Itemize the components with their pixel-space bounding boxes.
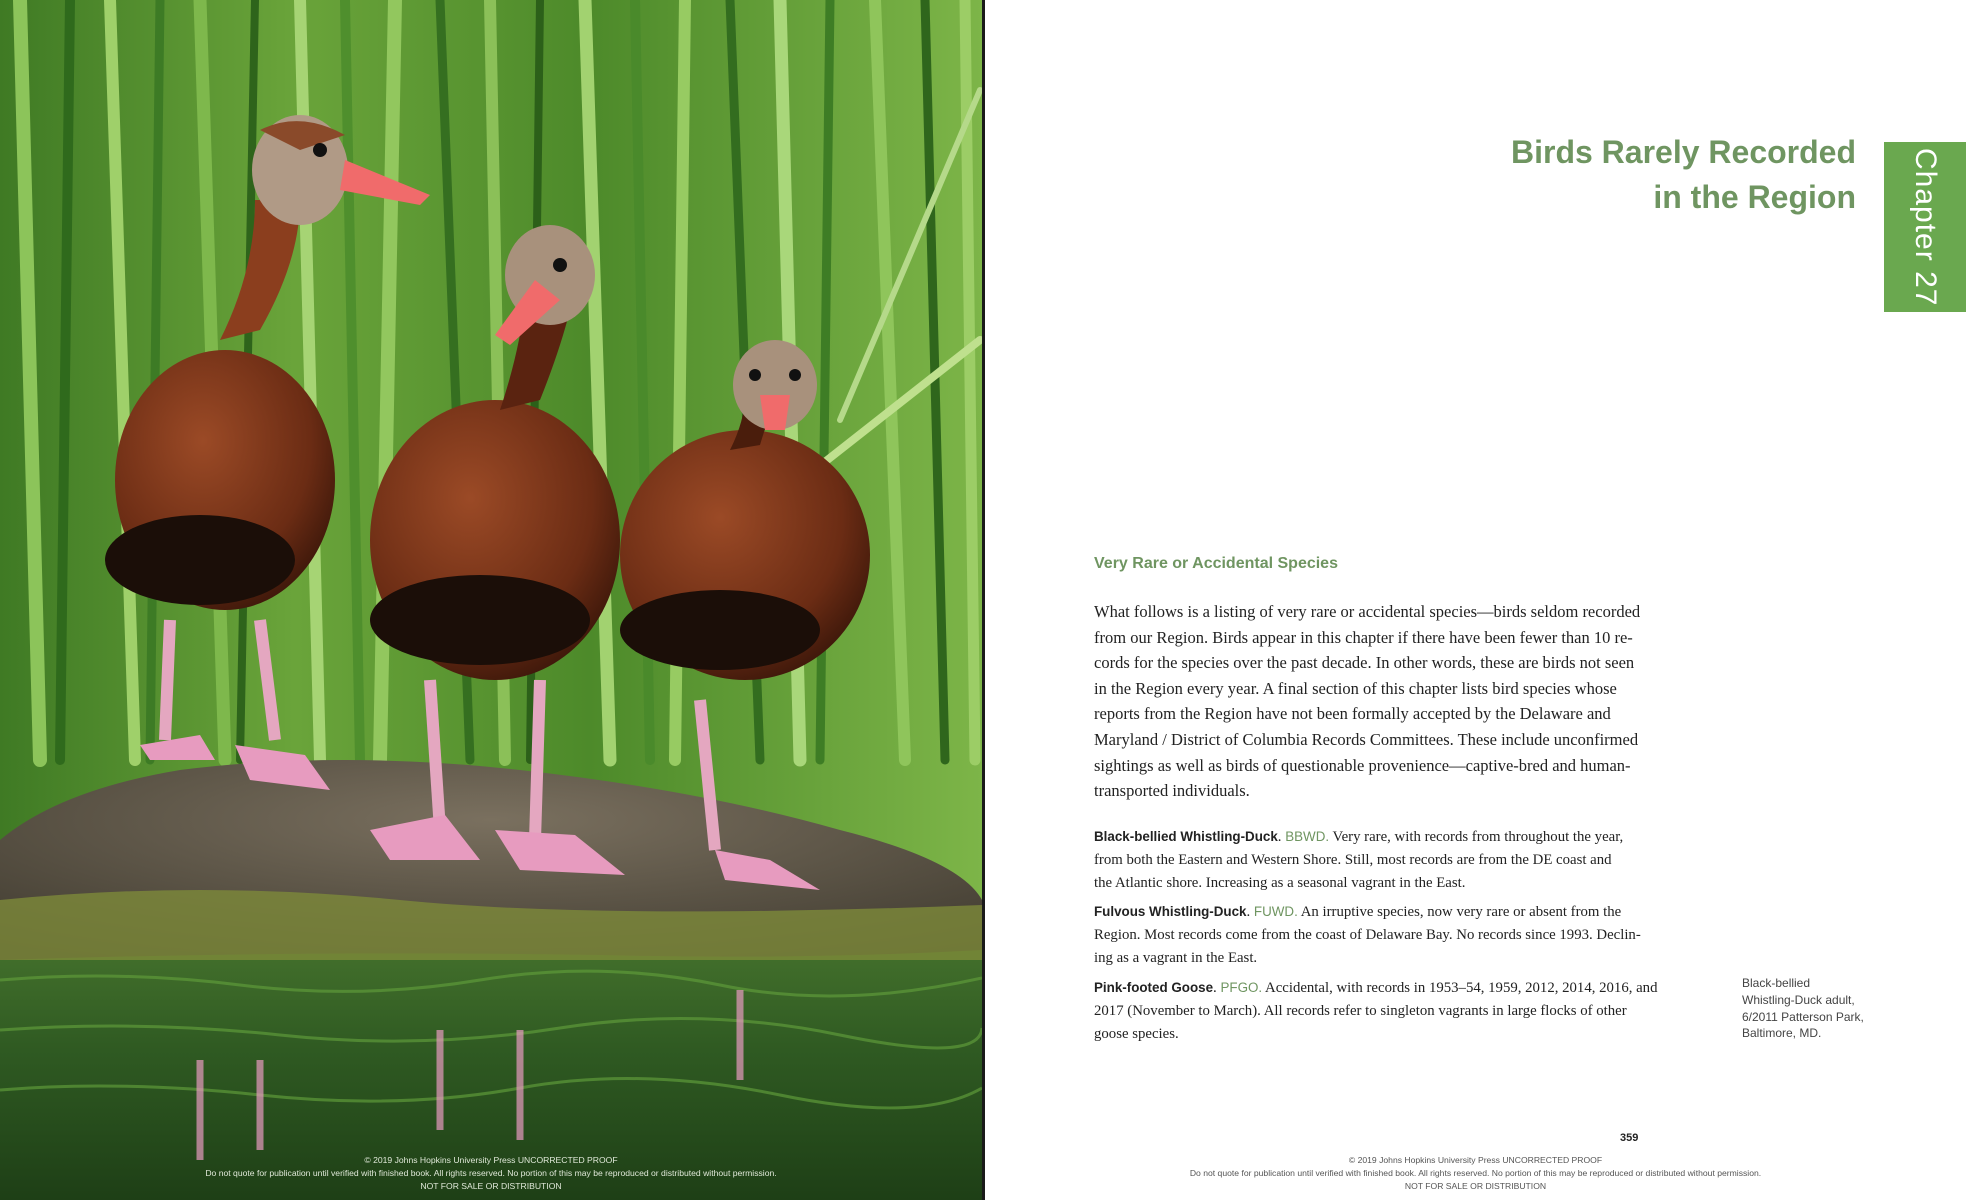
chapter-title-line1: Birds Rarely Recorded (1510, 134, 1856, 170)
chapter-title (1511, 130, 1856, 220)
intro-line: What follows is a listing of very rare or accidental species—birds seldom recorded (1094, 602, 1641, 621)
intro-line: transported individuals. (1094, 781, 1250, 801)
species-entry-line (1094, 826, 1654, 849)
species-text: Region. Most records come from the coast of Delaware Bay. No records since 1993. Declin- (1094, 926, 1641, 943)
species-entry (1094, 977, 1658, 1045)
proof-notice-line2: Do not quote for publication until verified with finished book. All rights reserved. No portion of this may be reproduced or distributed without permission. (1189, 1168, 1762, 1178)
photo-caption (1742, 975, 1864, 1042)
intro-line: from our Region. Birds appear in this chapter if there have been fewer than 10 re- (1094, 627, 1633, 647)
page-gutter (982, 0, 985, 1200)
species-name: Black-bellied Whistling-Duck (1094, 829, 1278, 844)
species-text: 2017 (November to March). All records refer to singleton vagrants in large flocks of other (1094, 1002, 1627, 1019)
species-code: BBWD. (1285, 829, 1330, 844)
caption-line: Black-bellied (1742, 976, 1811, 990)
duck-photo (0, 0, 982, 1200)
species-entry-line (1094, 901, 1654, 924)
caption-line: 6/2011 Patterson Park, (1742, 1009, 1864, 1024)
species-name-separator: . (1277, 829, 1286, 845)
species-entry-line (1094, 977, 1658, 1000)
proof-notice-line2: Do not quote for publication until verified with finished book. All rights reserved. No portion of this may be reproduced or distributed without permission. (205, 1168, 777, 1178)
species-name: Fulvous Whistling-Duck (1094, 904, 1247, 919)
species-text: goose species. (1094, 1025, 1179, 1042)
page-number: 359 (1620, 1132, 1639, 1144)
species-text: the Atlantic shore. Increasing as a seasonal vagrant in the East. (1094, 874, 1466, 891)
intro-line: Maryland / District of Columbia Records Committees. These include unconfirmed (1094, 729, 1639, 749)
species-name-separator: . (1246, 904, 1254, 920)
species-code: FUWD. (1253, 904, 1298, 919)
species-name: Pink-footed Goose (1094, 980, 1214, 995)
proof-notice-line3: NOT FOR SALE OR DISTRIBUTION (1404, 1181, 1547, 1191)
intro-line: cords for the species over the past decade. In other words, these are birds not seen (1094, 653, 1635, 673)
proof-notice-line1: © 2019 Johns Hopkins University Press UNCORRECTED PROOF (1348, 1155, 1603, 1165)
species-text: Accidental, with records in 1953–54, 1959, 2012, 2014, 2016, and (1265, 980, 1658, 996)
chapter-tab-label: Chapter 27 (1909, 147, 1942, 307)
proof-notice-line3: NOT FOR SALE OR DISTRIBUTION (420, 1181, 562, 1191)
duck-photo-illustration (0, 0, 982, 1200)
proof-notice-right (985, 1154, 1966, 1193)
chapter-title-line2: in the Region (1653, 179, 1856, 215)
proof-notice-left (0, 1154, 982, 1193)
species-text: Very rare, with records from throughout the year, (1332, 829, 1624, 845)
intro-line: sightings as well as birds of questionable provenience—captive-bred and human- (1094, 755, 1631, 775)
species-entry (1094, 901, 1654, 969)
caption-line: Baltimore, MD. (1742, 1026, 1822, 1041)
species-entry (1094, 826, 1654, 894)
species-text: An irruptive species, now very rare or absent from the (1300, 904, 1622, 920)
species-code: PFGO. (1220, 980, 1263, 995)
intro-line: reports from the Region have not been formally accepted by the Delaware and (1094, 704, 1611, 724)
caption-line: Whistling-Duck adult, (1742, 992, 1855, 1007)
proof-notice-line1: © 2019 Johns Hopkins University Press UNCORRECTED PROOF (364, 1155, 618, 1165)
species-text: ing as a vagrant in the East. (1094, 949, 1258, 966)
intro-paragraph (1094, 599, 1654, 804)
species-name-separator: . (1213, 980, 1221, 996)
intro-line: in the Region every year. A final section of this chapter lists bird species whose (1094, 678, 1617, 698)
species-text: from both the Eastern and Western Shore. Still, most records are from the DE coast and (1094, 851, 1612, 868)
section-heading: Very Rare or Accidental Species (1094, 555, 1338, 572)
chapter-tab (1884, 142, 1966, 312)
